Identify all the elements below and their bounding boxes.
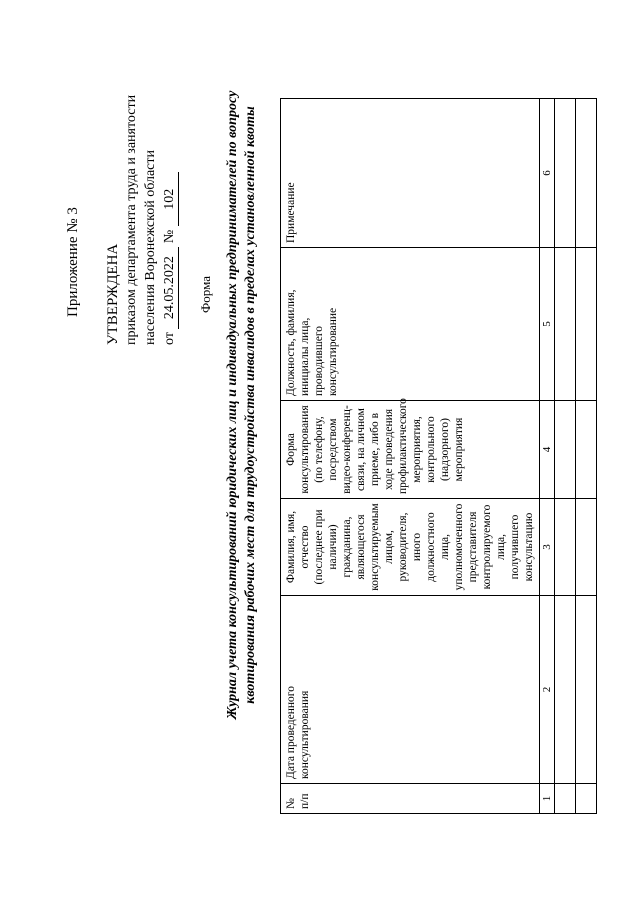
column-number: 3 — [540, 499, 555, 596]
order-date: 24.05.2022 — [162, 247, 179, 329]
table-row — [555, 99, 576, 814]
column-header: Примечание — [281, 99, 540, 248]
order-number: 102 — [162, 172, 179, 226]
number-label: № — [162, 229, 177, 244]
column-number: 6 — [540, 99, 555, 248]
table-header-row — [281, 99, 540, 814]
table-cell — [576, 248, 597, 401]
table-cell — [555, 596, 576, 784]
column-number: 2 — [540, 596, 555, 784]
column-header: Должность, фамилия, инициалы лица, проводившего консультирование — [281, 248, 540, 401]
from-label: от — [162, 332, 177, 345]
column-number: 5 — [540, 248, 555, 401]
table-cell — [555, 248, 576, 401]
order-date-line — [160, 172, 179, 345]
order-line-1: приказом департамента труда и занятости — [124, 94, 139, 345]
table-cell — [576, 596, 597, 784]
column-header: Фамилия, имя, отчество (последнее при наличии) гражданина, являющегося консультируемым лицом, руководителя, иного должностного лица, уполномоченного представителя контролируемого лица, получившего консультацию — [281, 499, 540, 596]
column-header: Дата проведенного консультирования — [281, 596, 540, 784]
table-cell — [555, 784, 576, 814]
title-line-1: Журнал учета консультирований юридических лиц и индивидуальных предпринимателей по вопросу — [225, 90, 240, 720]
journal-table — [280, 98, 597, 814]
appendix-label: Приложение № 3 — [65, 207, 81, 317]
table-cell — [555, 99, 576, 248]
table-cell — [555, 401, 576, 499]
journal-title — [224, 25, 260, 785]
column-number: 4 — [540, 401, 555, 499]
table-row — [576, 99, 597, 814]
column-header: № п/п — [281, 784, 540, 814]
table-cell — [576, 784, 597, 814]
order-line-2: населения Воронежской области — [143, 150, 158, 345]
table-cell — [576, 499, 597, 596]
column-header: Форма консультирования (по телефону, посредством видео-конференц-связи, на личном приеме, либо в ходе проведения профилактического мероприятия, контрольного (надзорного) мероприятия — [281, 401, 540, 499]
form-label: Форма — [198, 276, 213, 313]
table-cell — [555, 499, 576, 596]
approved-label: УТВЕРЖДЕНА — [105, 243, 121, 345]
table-cell — [576, 99, 597, 248]
table-cell — [576, 401, 597, 499]
column-number: 1 — [540, 784, 555, 814]
column-number-row — [540, 99, 555, 814]
title-line-2: квотирования рабочих мест для трудоустройства инвалидов в пределах установленной квоты — [243, 106, 258, 704]
